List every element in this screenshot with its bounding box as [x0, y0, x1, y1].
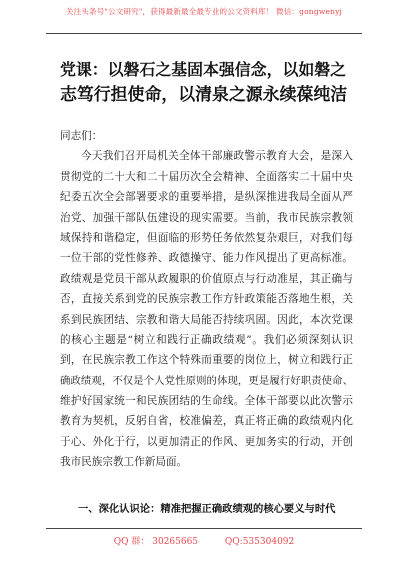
paragraph-line: 我市民族宗教工作新局面。 — [60, 456, 188, 469]
document-title — [60, 58, 348, 106]
paragraph-line: 否，直接关系到党的民族宗教工作方针政策能否落地生根，关 — [60, 293, 353, 306]
body-text — [60, 126, 353, 473]
section-heading: 一、深化认识论：精准把握正确政绩观的核心要义与时代 — [78, 503, 336, 515]
footer-divider — [46, 528, 362, 529]
title-line-2: 志笃行担使命，以清泉之源永续葆纯洁 — [60, 84, 348, 104]
paragraph-line: 维护好国家统一和民族团结的生命线。全体干部要以此次警示 — [60, 395, 353, 408]
footer-contact — [0, 534, 408, 547]
paragraph-line: 今天我们召开局机关全体干部廉政警示教育大会，是深入 — [81, 150, 353, 163]
paragraph-line: 域保持和谐稳定，但面临的形势任务依然复杂艰巨，对我们每 — [60, 231, 353, 244]
header-banner: 关注头条号"公文研究"，获得最新最全最专业的公文资料库！ 微信：gongwenyj — [65, 7, 343, 16]
footer-qq: QQ:535304092 — [224, 537, 295, 547]
title-line-1: 党课：以磐石之基固本强信念，以如磐之 — [60, 60, 347, 79]
paragraph-line: 到，在民族宗教工作这个特殊而重要的岗位上，树立和践行正 — [60, 354, 353, 367]
paragraph-line: 于心、外化于行，以更加清正的作风、更加务实的行动，开创 — [60, 435, 353, 448]
paragraph-line: 的核心主题是“树立和践行正确政绩观”。我们必须深刻认识 — [60, 333, 353, 346]
footer-qq-group: QQ 群： 30265665 — [113, 537, 199, 547]
salutation: 同志们： — [60, 130, 103, 142]
paragraph-line: 确政绩观，不仅是个人党性原则的体现，更是履行好职责使命、 — [60, 374, 353, 387]
paragraph-line: 贯彻党的二十大和二十届历次全会精神、全面落实二十届中央 — [60, 170, 353, 183]
paragraph-line: 政绩观是党员干部从政履职的价值原点与行动准星，其正确与 — [60, 272, 353, 285]
paragraph-line: 一位干部的党性修养、政德操守、能力作风提出了更高标准。 — [60, 252, 353, 265]
paragraph-line: 系到民族团结、宗教和谐大局能否持续巩固。因此，本次党课 — [60, 313, 353, 326]
paragraph-line: 教育为契机，反躬自省，校准偏差，真正将正确的政绩观内化 — [60, 415, 353, 428]
header-divider — [46, 33, 362, 34]
paragraph-line: 治党、加强干部队伍建设的现实需要。当前，我市民族宗教领 — [60, 211, 353, 224]
paragraph-line: 纪委五次全会部署要求的重要举措，是纵深推进我局全面从严 — [60, 191, 353, 204]
